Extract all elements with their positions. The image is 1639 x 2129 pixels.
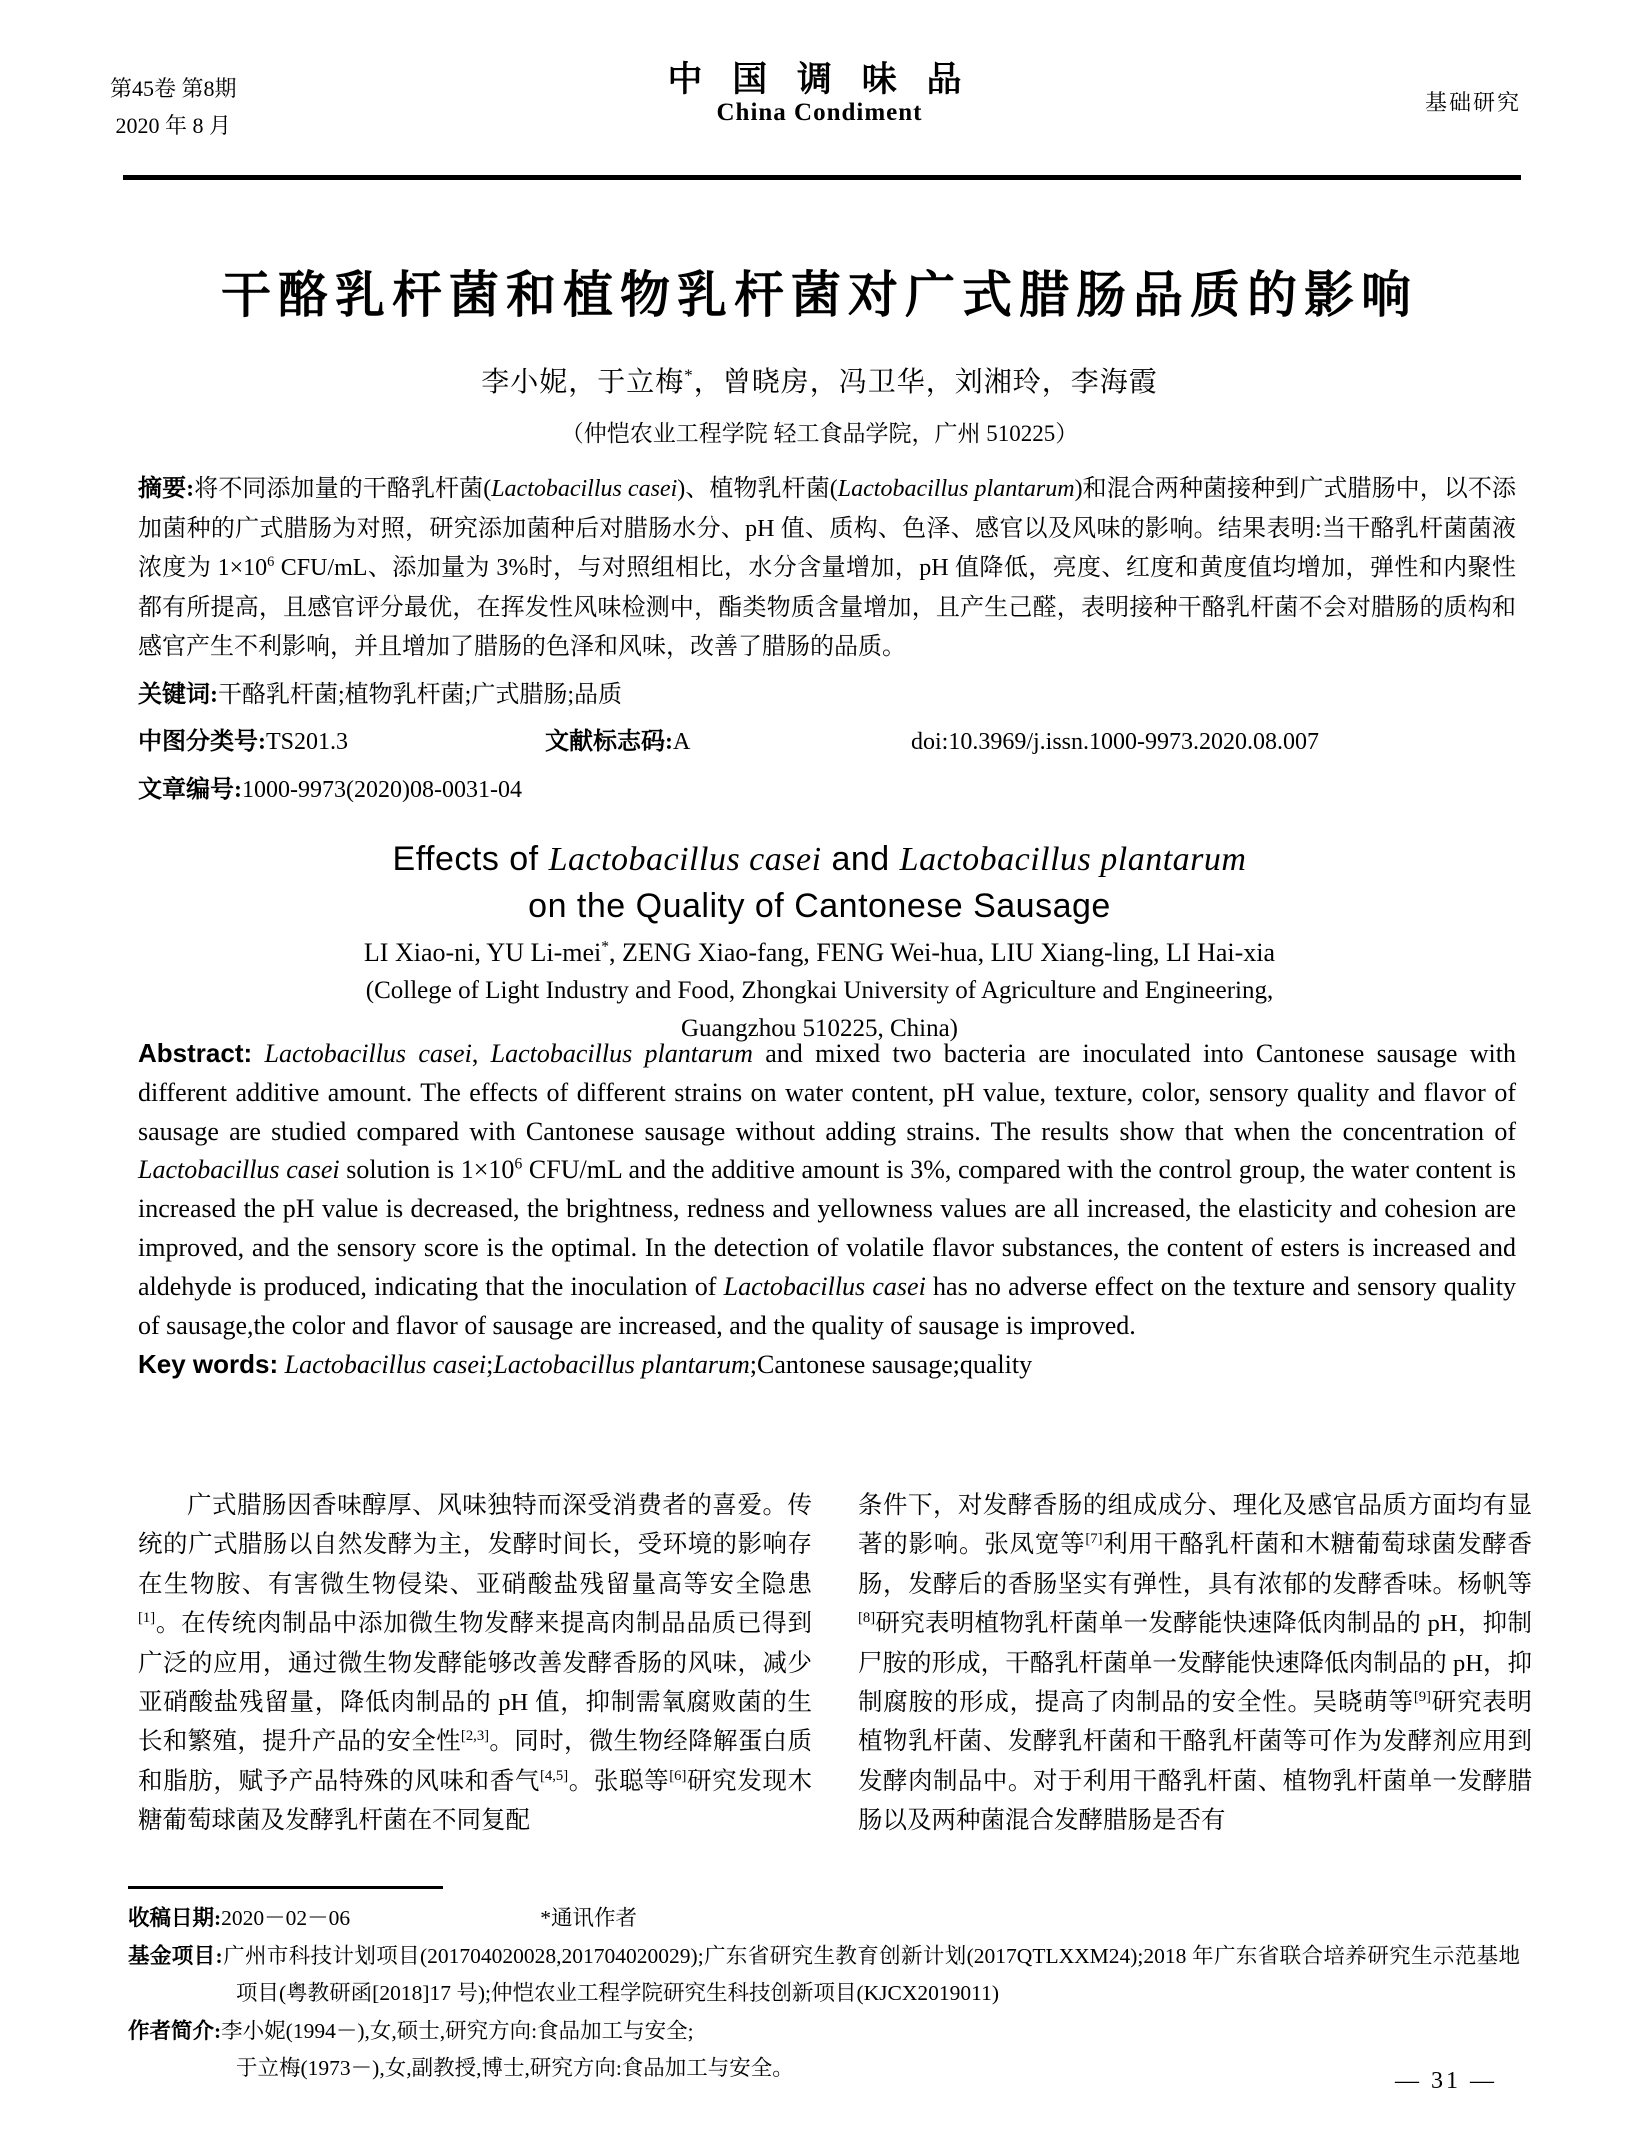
article-title-cn: 干酪乳杆菌和植物乳杆菌对广式腊肠品质的影响 xyxy=(221,267,1418,323)
received-line xyxy=(128,1900,1520,1938)
clc-label: 中图分类号: xyxy=(138,729,266,755)
article-id-label: 文章编号: xyxy=(138,777,242,803)
header-rule xyxy=(123,175,1521,180)
received-date: 2020－02－06 xyxy=(221,1906,351,1930)
received-label: 收稿日期: xyxy=(128,1906,222,1930)
body-paragraph-left: 广式腊肠因香味醇厚、风味独特而深受消费者的喜爱。传统的广式腊肠以自然发酵为主，发酵时间长，受环境的影响存在生物胺、有害微生物侵染、亚硝酸盐残留量高等安全隐患[1]。在传统肉制品中添加微生物发酵来提高肉制品品质已得到广泛的应用，通过微生物发酵能够改善发酵香肠的风味，减少亚硝酸盐残留量，降低肉制品的 pH 值，抑制需氧腐败菌的生长和繁殖，提升产品的安全性[2,3]。同时，微生物经降解蛋白质和脂肪，赋予产品特殊的风味和香气[4,5]。张聪等[6]研究发现木糖葡萄球菌及发酵乳杆菌在不同复配 xyxy=(138,1492,813,1835)
article-title-en-line1: Effects of Lactobacillus casei and Lactobacillus plantarum xyxy=(392,840,1247,878)
affiliation-en-line2: Guangzhou 510225, China) xyxy=(680,1015,959,1042)
body-column-right xyxy=(858,1486,1532,1841)
doi: doi:10.3969/j.issn.1000-9973.2020.08.007 xyxy=(911,729,1320,755)
abstract-cn-label: 摘要: xyxy=(138,476,195,502)
doc-code-label: 文献标志码: xyxy=(545,729,673,755)
body-column-left xyxy=(138,1486,812,1841)
chinese-meta-block xyxy=(138,470,1516,811)
keywords-en-text: Lactobacillus casei;Lactobacillus plantarum;Cantonese sausage;quality xyxy=(284,1350,1033,1380)
keywords-en-label: Key words: xyxy=(138,1349,279,1380)
page-number: — 31 — xyxy=(1395,2068,1497,2094)
authors-en: LI Xiao-ni, YU Li-mei*, ZENG Xiao-fang, FENG Wei-hua, LIU Xiang-ling, LI Hai-xia xyxy=(363,938,1276,967)
corresponding-author-note: *通讯作者 xyxy=(540,1906,637,1930)
abstract-cn xyxy=(138,470,1516,668)
bio-text-1: 李小妮(1994－),女,硕士,研究方向:食品加工与安全; xyxy=(221,2018,694,2043)
abstract-en xyxy=(138,1034,1516,1345)
fund-label: 基金项目: xyxy=(128,1943,223,1968)
article-id-value: 1000-9973(2020)08-0031-04 xyxy=(242,777,522,803)
body-paragraph-right: 条件下，对发酵香肠的组成成分、理化及感官品质方面均有显著的影响。张凤宽等[7]利用干酪乳杆菌和木糖葡萄球菌发酵香肠，发酵后的香肠坚实有弹性，具有浓郁的发酵香味。杨帆等[8]研究表明植物乳杆菌单一发酵能快速降低肉制品的 pH，抑制尸胺的形成，干酪乳杆菌单一发酵能快速降低肉制品的 pH，抑制腐胺的形成，提高了肉制品的安全性。吴晓萌等[9]研究表明植物乳杆菌、发酵乳杆菌和干酪乳杆菌等可作为发酵剂应用到发酵肉制品中。对于利用干酪乳杆菌、植物乳杆菌单一发酵腊肠以及两种菌混合发酵腊肠是否有 xyxy=(858,1492,1533,1835)
abstract-cn-text: 将不同添加量的干酪乳杆菌(Lactobacillus casei)、植物乳杆菌(Lactobacillus plantarum)和混合两种菌接种到广式腊肠中，以不添加菌种的广式腊肠为对照，研究添加菌种后对腊肠水分、pH 值、质构、色泽、感官以及风味的影响。结果表明:当干酪乳杆菌菌液浓度为 $1\times 10^6$ CFU/mL、添加量为 3%时，与对照组相比，水分含量增加，pH 值降低，亮度、红度和黄度值均增加，弹性和内聚性都有所提高，且感官评分最优，在挥发性风味检测中，酯类物质含量增加，且产生己醛，表明接种干酪乳杆菌不会对腊肠的质构和感官产生不利影响，并且增加了腊肠的色泽和风味，改善了腊肠的品质。 xyxy=(138,476,1516,660)
doc-code-value: A xyxy=(673,729,691,755)
fund-text: 广州市科技计划项目(201704020028,201704020029);广东省研究生教育创新计划(2017QTLXXM24);2018 年广东省联合培养研究生示范基地项目(粤教研函[2018]17 号);仲恺农业工程学院研究生科技创新项目(KJCX2019011) xyxy=(222,1943,1520,2005)
article-id xyxy=(138,771,1516,811)
keywords-cn-text: 干酪乳杆菌;植物乳杆菌;广式腊肠;品质 xyxy=(218,681,623,708)
affiliation-en-line1: (College of Light Industry and Food, Zhongkai University of Agriculture and Engineering, xyxy=(365,977,1274,1004)
english-abstract-block xyxy=(138,1034,1516,1385)
bio-line xyxy=(128,2013,1520,2088)
section-label: 基础研究 xyxy=(1424,90,1521,115)
volume-issue: 第45卷 第8期 xyxy=(110,76,237,101)
bio-label: 作者简介: xyxy=(128,2018,222,2043)
abstract-en-label: Abstract: xyxy=(138,1038,253,1068)
doc-code xyxy=(545,723,690,763)
footnotes xyxy=(128,1900,1520,2088)
affiliation-cn: （仲恺农业工程学院 轻工食品学院，广州 510225） xyxy=(560,421,1079,446)
authors-cn: 李小妮，于立梅*，曾晓房，冯卫华，刘湘玲，李海霞 xyxy=(481,365,1158,398)
body-columns xyxy=(138,1486,1532,1841)
keywords-en xyxy=(138,1345,1516,1385)
journal-title-cn: 中 国 调 味 品 xyxy=(667,60,972,99)
english-header xyxy=(0,836,1639,1048)
fund-line xyxy=(128,1938,1520,2013)
keywords-cn-label: 关键词: xyxy=(138,681,218,708)
classification-row xyxy=(138,723,1516,763)
clc-number xyxy=(138,723,348,763)
clc-value: TS201.3 xyxy=(266,729,349,755)
journal-title-en: China Condiment xyxy=(716,99,923,126)
abstract-en-text: Lactobacillus casei, Lactobacillus plantarum and mixed two bacteria are inoculated into Cantonese sausage with different additive amount. The effects of different strains on water content, pH value, texture, color, sensory quality and flavor of sausage are studied compared with Cantonese sausage without adding strains. The results show that when the concentration of Lactobacillus casei solution is $1\times 10^6$ CFU/mL and the additive amount is 3%, compared with the control group, the water content is increased the pH value is decreased, the brightness, redness and yellowness values are all increased, the elasticity and cohesion are improved, and the sensory score is the optimal. In the detection of volatile flavor substances, the content of esters is increased and aldehyde is produced, indicating that the inoculation of Lactobacillus casei has no adverse effect on the texture and sensory quality of sausage,the color and flavor of sausage are increased, and the quality of sausage is improved. xyxy=(138,1039,1516,1340)
bio-text-2: 于立梅(1973－),女,副教授,博士,研究方向:食品加工与安全。 xyxy=(236,2056,794,2080)
issue-date: 2020 年 8 月 xyxy=(115,113,232,138)
footnote-rule xyxy=(128,1886,443,1889)
keywords-cn xyxy=(138,676,1516,716)
article-title-en-line2: on the Quality of Cantonese Sausage xyxy=(528,887,1111,925)
